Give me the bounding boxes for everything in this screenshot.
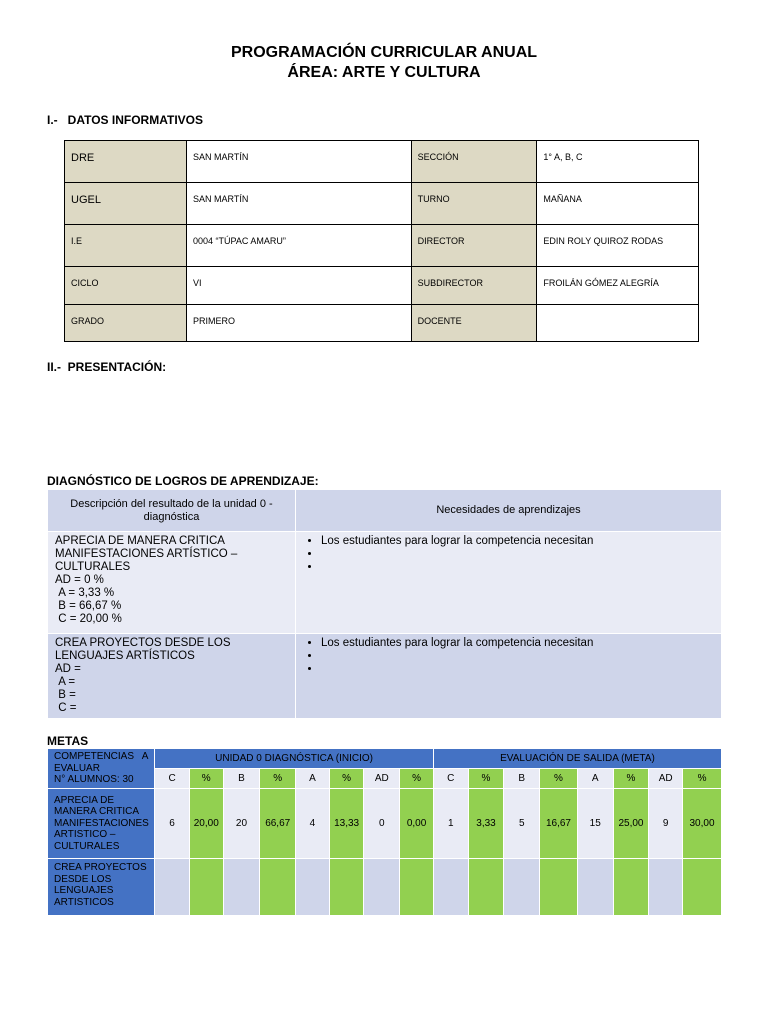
info-value: PRIMERO bbox=[186, 305, 411, 342]
metas-value: 25,00 bbox=[613, 789, 649, 859]
info-value: SAN MARTÍN bbox=[186, 141, 411, 183]
metas-value bbox=[364, 859, 400, 916]
metas-value bbox=[468, 859, 504, 916]
metas-value bbox=[613, 859, 649, 916]
metas-value: 0,00 bbox=[400, 789, 434, 859]
metas-corner-competencias: COMPETENCIAS A EVALUAR bbox=[54, 751, 151, 774]
diag-needs-list bbox=[303, 535, 714, 574]
metas-corner bbox=[48, 749, 155, 789]
diag-needs-list bbox=[303, 637, 714, 676]
info-row bbox=[65, 183, 699, 225]
info-value: FROILÁN GÓMEZ ALEGRÍA bbox=[537, 267, 699, 305]
diag-row bbox=[48, 634, 722, 719]
section-presentacion: II.- PRESENTACIÓN: bbox=[47, 360, 167, 374]
info-value: VI bbox=[186, 267, 411, 305]
metas-row bbox=[48, 859, 722, 916]
diag-result-cell bbox=[48, 532, 296, 634]
metas-value bbox=[155, 859, 190, 916]
metas-value bbox=[400, 859, 434, 916]
metas-subheader: % bbox=[329, 769, 364, 789]
metas-subheader: % bbox=[613, 769, 649, 789]
metas-value bbox=[260, 859, 296, 916]
info-label: GRADO bbox=[65, 305, 187, 342]
metas-value: 9 bbox=[649, 789, 683, 859]
info-table bbox=[64, 140, 699, 342]
metas-subheader: C bbox=[155, 769, 190, 789]
metas-value bbox=[223, 859, 260, 916]
info-value: 1° A, B, C bbox=[537, 141, 699, 183]
info-label: DOCENTE bbox=[411, 305, 537, 342]
metas-value: 20,00 bbox=[189, 789, 223, 859]
metas-subheader: % bbox=[540, 769, 578, 789]
metas-value bbox=[433, 859, 468, 916]
metas-value: 30,00 bbox=[683, 789, 722, 859]
diag-need-item: • Los estudiantes para lograr la competencia necesitan bbox=[321, 637, 714, 650]
metas-value bbox=[329, 859, 364, 916]
metas-value: 15 bbox=[577, 789, 613, 859]
diag-need-item bbox=[321, 650, 714, 663]
info-label: UGEL bbox=[65, 183, 187, 225]
diag-result-line: A = bbox=[55, 676, 76, 688]
info-row bbox=[65, 305, 699, 342]
metas-subheader: % bbox=[400, 769, 434, 789]
metas-subheader: B bbox=[504, 769, 540, 789]
metas-value: 3,33 bbox=[468, 789, 504, 859]
title-line-1: PROGRAMACIÓN CURRICULAR ANUAL bbox=[230, 44, 538, 61]
diag-result-line: AD = bbox=[55, 663, 81, 675]
info-label: DIRECTOR bbox=[411, 225, 537, 267]
metas-value: 20 bbox=[223, 789, 260, 859]
diag-result-line: A = 3,33 % bbox=[55, 587, 115, 599]
info-value: SAN MARTÍN bbox=[186, 183, 411, 225]
metas-group-diagnostica: UNIDAD 0 DIAGNÓSTICA (INICIO) bbox=[155, 749, 434, 769]
metas-competencia-label: CREA PROYECTOS DESDE LOS LENGUAJES ARTISTICOS bbox=[48, 859, 155, 916]
metas-value: 66,67 bbox=[260, 789, 296, 859]
metas-value bbox=[540, 859, 578, 916]
info-label: SECCIÓN bbox=[411, 141, 537, 183]
title-line-2: ÁREA: ARTE Y CULTURA bbox=[287, 64, 481, 81]
page-title bbox=[0, 43, 768, 83]
diag-need-item bbox=[321, 561, 714, 574]
metas-value bbox=[649, 859, 683, 916]
section-diagnostico: DIAGNÓSTICO DE LOGROS DE APRENDIZAJE: bbox=[47, 474, 319, 488]
metas-subheader: % bbox=[683, 769, 722, 789]
metas-value bbox=[504, 859, 540, 916]
metas-table bbox=[47, 748, 722, 916]
diag-result-line: APRECIA DE MANERA CRITICA MANIFESTACIONES ARTÍSTICO – CULTURALES bbox=[55, 535, 241, 573]
metas-corner-alumnos: N° ALUMNOS: 30 bbox=[54, 774, 134, 785]
diag-needs-cell bbox=[296, 634, 722, 719]
info-row bbox=[65, 141, 699, 183]
info-label: TURNO bbox=[411, 183, 537, 225]
metas-value: 1 bbox=[433, 789, 468, 859]
diagnostico-table bbox=[47, 489, 722, 719]
diag-col1-header: Descripción del resultado de la unidad 0 - diagnóstica bbox=[48, 490, 296, 532]
diag-result-line: B = 66,67 % bbox=[55, 600, 122, 612]
diag-row bbox=[48, 532, 722, 634]
section-metas: METAS bbox=[47, 734, 89, 748]
metas-value bbox=[189, 859, 223, 916]
diag-needs-cell bbox=[296, 532, 722, 634]
diag-col2-header: Necesidades de aprendizajes bbox=[296, 490, 722, 532]
info-value: MAÑANA bbox=[537, 183, 699, 225]
metas-value: 5 bbox=[504, 789, 540, 859]
info-row bbox=[65, 225, 699, 267]
info-value: EDIN ROLY QUIROZ RODAS bbox=[537, 225, 699, 267]
info-label: I.E bbox=[65, 225, 187, 267]
metas-subheader: AD bbox=[364, 769, 400, 789]
metas-row bbox=[48, 789, 722, 859]
metas-value: 16,67 bbox=[540, 789, 578, 859]
info-value: 0004 “TÚPAC AMARU” bbox=[186, 225, 411, 267]
diag-result-line: CREA PROYECTOS DESDE LOS LENGUAJES ARTÍSTICOS bbox=[55, 637, 234, 662]
metas-value: 13,33 bbox=[329, 789, 364, 859]
metas-value bbox=[683, 859, 722, 916]
diag-result-line: C = 20,00 % bbox=[55, 613, 122, 625]
info-value bbox=[537, 305, 699, 342]
diag-need-item bbox=[321, 548, 714, 561]
info-label: CICLO bbox=[65, 267, 187, 305]
metas-subheader: C bbox=[433, 769, 468, 789]
diag-result-line: C = bbox=[55, 702, 77, 714]
diag-result-cell bbox=[48, 634, 296, 719]
metas-value bbox=[577, 859, 613, 916]
metas-subheader: % bbox=[468, 769, 504, 789]
diag-result-line: AD = 0 % bbox=[55, 574, 104, 586]
metas-value: 0 bbox=[364, 789, 400, 859]
metas-subheader: A bbox=[296, 769, 330, 789]
metas-group-salida: EVALUACIÓN DE SALIDA (META) bbox=[433, 749, 721, 769]
diag-result-line: B = bbox=[55, 689, 76, 701]
metas-subheader: AD bbox=[649, 769, 683, 789]
metas-value: 4 bbox=[296, 789, 330, 859]
metas-competencia-label: APRECIA DE MANERA CRITICA MANIFESTACIONES ARTISTICO – CULTURALES bbox=[48, 789, 155, 859]
section-datos-informativos: I.- DATOS INFORMATIVOS bbox=[47, 113, 203, 127]
metas-value bbox=[296, 859, 330, 916]
diag-need-item: • Los estudiantes para lograr la competencia necesitan bbox=[321, 535, 714, 548]
diag-need-item bbox=[321, 663, 714, 676]
metas-subheader: % bbox=[189, 769, 223, 789]
info-label: SUBDIRECTOR bbox=[411, 267, 537, 305]
metas-subheader: B bbox=[223, 769, 260, 789]
metas-subheader: A bbox=[577, 769, 613, 789]
metas-value: 6 bbox=[155, 789, 190, 859]
metas-subheader: % bbox=[260, 769, 296, 789]
info-row bbox=[65, 267, 699, 305]
info-label: DRE bbox=[65, 141, 187, 183]
